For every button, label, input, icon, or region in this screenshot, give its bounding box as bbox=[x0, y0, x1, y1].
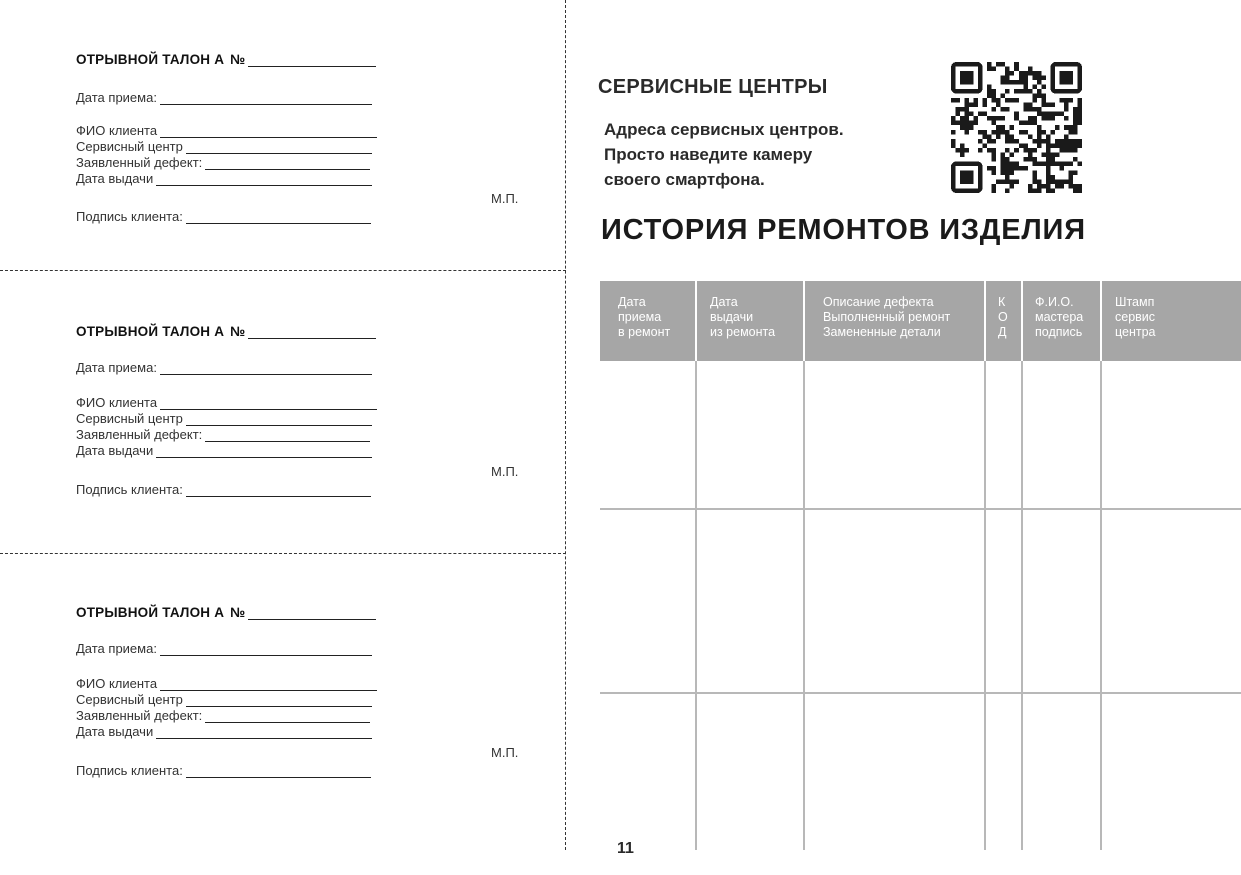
vertical-cut-line bbox=[565, 0, 566, 850]
date-received-line: Дата приема: bbox=[76, 90, 372, 105]
defect-line: Заявленный дефект: bbox=[76, 708, 370, 723]
description-line: своего смартфона. bbox=[604, 170, 765, 189]
header-separator bbox=[803, 281, 805, 361]
repair-history-table bbox=[600, 281, 1241, 850]
table-cell[interactable] bbox=[985, 361, 1020, 508]
table-cell[interactable] bbox=[1101, 361, 1239, 508]
table-cell[interactable] bbox=[1022, 509, 1099, 692]
header-line: центра bbox=[1115, 325, 1156, 339]
table-cell[interactable] bbox=[804, 693, 983, 850]
table-cell[interactable] bbox=[804, 509, 983, 692]
table-cell[interactable] bbox=[600, 361, 694, 508]
table-cell[interactable] bbox=[600, 693, 694, 850]
col-date-issued-header bbox=[710, 281, 775, 361]
col-code-header bbox=[998, 281, 1008, 361]
date-received-line: Дата приема: bbox=[76, 360, 372, 375]
table-cell[interactable] bbox=[804, 361, 983, 508]
header-separator bbox=[695, 281, 697, 361]
table-cell[interactable] bbox=[696, 361, 802, 508]
table-cell[interactable] bbox=[696, 693, 802, 850]
header-line: Выполненный ремонт bbox=[823, 310, 951, 324]
signature-line: Подпись клиента: bbox=[76, 482, 371, 497]
issue-date-line: Дата выдачи bbox=[76, 171, 372, 186]
header-line: Ф.И.О. bbox=[1035, 295, 1074, 309]
client-name-line: ФИО клиента bbox=[76, 395, 377, 410]
signature-line: Подпись клиента: bbox=[76, 209, 371, 224]
header-line: сервис bbox=[1115, 310, 1156, 324]
header-line: мастера bbox=[1035, 310, 1084, 324]
col-date-received-header bbox=[618, 281, 670, 361]
tear-off-coupon bbox=[76, 52, 546, 282]
table-cell[interactable] bbox=[1101, 509, 1239, 692]
table-header bbox=[600, 281, 1241, 361]
header-line: выдачи bbox=[710, 310, 754, 324]
col-master-name-header bbox=[1035, 281, 1083, 361]
header-separator bbox=[984, 281, 986, 361]
signature-line: Подпись клиента: bbox=[76, 763, 371, 778]
defect-line: Заявленный дефект: bbox=[76, 155, 370, 170]
header-separator bbox=[1100, 281, 1102, 361]
table-cell[interactable] bbox=[985, 693, 1020, 850]
coupon-title: ОТРЫВНОЙ ТАЛОН А № bbox=[76, 324, 376, 339]
defect-line: Заявленный дефект: bbox=[76, 427, 370, 442]
stamp-label: М.П. bbox=[491, 464, 519, 479]
header-line: Штамп bbox=[1115, 295, 1155, 309]
service-center-line: Сервисный центр bbox=[76, 692, 372, 707]
header-line: К bbox=[998, 295, 1006, 309]
table-cell[interactable] bbox=[985, 509, 1020, 692]
service-centers-title: СЕРВИСНЫЕ ЦЕНТРЫ bbox=[598, 76, 828, 98]
service-centers-description bbox=[604, 117, 934, 192]
header-line: Д bbox=[998, 325, 1007, 339]
repair-history-title: ИСТОРИЯ РЕМОНТОВ ИЗДЕЛИЯ bbox=[601, 214, 1086, 246]
client-name-line: ФИО клиента bbox=[76, 676, 377, 691]
table-cell[interactable] bbox=[1022, 693, 1099, 850]
table-cell[interactable] bbox=[696, 509, 802, 692]
header-line: в ремонт bbox=[618, 325, 671, 339]
stamp-label: М.П. bbox=[491, 191, 519, 206]
description-line: Просто наведите камеру bbox=[604, 145, 813, 164]
page-number: 11 bbox=[617, 840, 634, 857]
coupon-title: ОТРЫВНОЙ ТАЛОН А № bbox=[76, 605, 376, 620]
description-line: Адреса сервисных центров. bbox=[604, 120, 844, 139]
date-received-line: Дата приема: bbox=[76, 641, 372, 656]
header-line: Замененные детали bbox=[823, 325, 941, 339]
header-separator bbox=[1021, 281, 1023, 361]
header-line: Дата bbox=[618, 295, 646, 309]
service-center-line: Сервисный центр bbox=[76, 139, 372, 154]
stamp-label: М.П. bbox=[491, 745, 519, 760]
header-line: Дата bbox=[710, 295, 738, 309]
header-line: приема bbox=[618, 310, 662, 324]
col-defect-description-header bbox=[823, 281, 950, 361]
issue-date-line: Дата выдачи bbox=[76, 724, 372, 739]
client-name-line: ФИО клиента bbox=[76, 123, 377, 138]
table-cell[interactable] bbox=[1022, 361, 1099, 508]
issue-date-line: Дата выдачи bbox=[76, 443, 372, 458]
header-line: из ремонта bbox=[710, 325, 776, 339]
table-cell[interactable] bbox=[600, 509, 694, 692]
header-line: Описание дефекта bbox=[823, 295, 934, 309]
col-service-stamp-header bbox=[1115, 281, 1156, 361]
coupon-title: ОТРЫВНОЙ ТАЛОН А № bbox=[76, 52, 376, 67]
header-line: О bbox=[998, 310, 1008, 324]
service-center-line: Сервисный центр bbox=[76, 411, 372, 426]
header-line: подпись bbox=[1035, 325, 1083, 339]
tear-off-coupon bbox=[76, 324, 546, 554]
table-cell[interactable] bbox=[1101, 693, 1239, 850]
qr-code-icon[interactable] bbox=[951, 62, 1082, 193]
tear-off-coupon bbox=[76, 605, 546, 835]
